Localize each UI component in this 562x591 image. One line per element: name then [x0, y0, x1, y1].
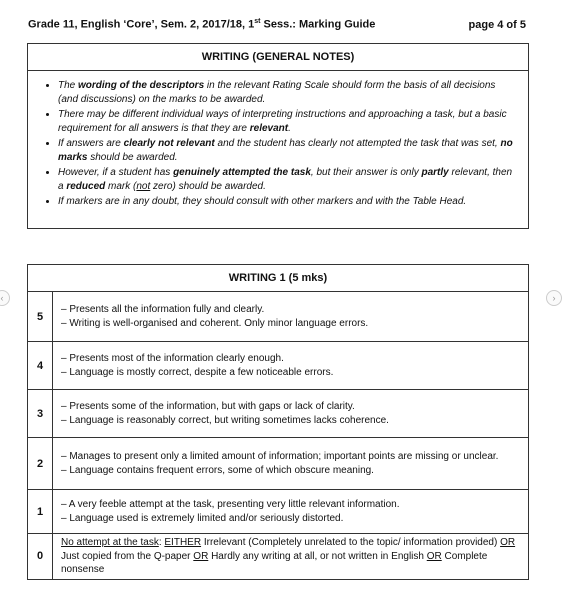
- prev-page-arrow-icon[interactable]: ‹: [0, 290, 10, 306]
- general-note-item: [58, 195, 518, 209]
- text-run: reduced: [66, 180, 106, 192]
- text-run: OR: [193, 550, 209, 562]
- text-run: relevant, then a: [58, 167, 513, 192]
- descriptor-line: – A very feeble attempt at the task, presenting very little relevant information.: [61, 499, 400, 510]
- general-notes-list: [58, 79, 518, 209]
- score-cell: 3: [28, 390, 53, 438]
- text-run: Complete nonsense: [61, 550, 488, 575]
- descriptor-line: – Writing is well-organised and coherent. Only minor language errors.: [61, 317, 369, 329]
- general-note-item: [58, 137, 518, 164]
- page-number: page 4 of 5: [468, 18, 526, 31]
- text-run: and the student has clearly not attempted the task that was set,: [214, 138, 501, 149]
- general-notes-title: WRITING (GENERAL NOTES): [28, 44, 528, 71]
- score-cell: 2: [28, 438, 53, 490]
- text-run: If answers are: [58, 138, 124, 149]
- text-run: OR: [426, 550, 442, 562]
- text-run: :: [158, 537, 165, 548]
- descriptor-line: – Presents some of the information, but with gaps or lack of clarity.: [61, 401, 355, 412]
- text-run: no marks: [58, 138, 513, 163]
- score-cell: 1: [28, 490, 53, 534]
- text-run: partly: [421, 167, 449, 178]
- descriptor-cell: [53, 438, 529, 490]
- descriptor-cell: [53, 390, 529, 438]
- descriptor-line: – Language used is extremely limited and/or seriously distorted.: [61, 512, 344, 524]
- text-run: .: [288, 122, 291, 134]
- document-title: Grade 11, English ‘Core’, Sem. 2, 2017/18, 1st Sess.: Marking Guide: [28, 18, 376, 31]
- rating-scale-title: WRITING 1 (5 mks): [28, 265, 529, 292]
- text-run: should be awarded.: [87, 151, 178, 163]
- rating-row: [28, 490, 529, 534]
- text-run: There may be different individual ways of interpreting instructions and approaching a task, but a basic requirement for all answers is that they are: [58, 109, 507, 134]
- rating-row: [28, 390, 529, 438]
- descriptor-line: – Presents all the information fully and clearly.: [61, 304, 265, 315]
- general-note-item: [58, 79, 518, 106]
- text-run: , but their answer is only: [310, 167, 422, 178]
- text-run: Hardly any writing at all, or not written in English: [208, 550, 427, 562]
- descriptor-cell: [53, 534, 529, 580]
- descriptor-cell: [53, 490, 529, 534]
- score-cell: 5: [28, 292, 53, 342]
- text-run: Irrelevant (Completely unrelated to the topic/ information provided): [201, 537, 501, 548]
- page-header: [28, 18, 526, 31]
- general-note-item: [58, 108, 518, 135]
- text-run: However, if a student has: [58, 167, 174, 178]
- descriptor-line: – Language is reasonably correct, but writing sometimes lacks coherence.: [61, 414, 389, 426]
- text-run: If markers are in any doubt, they should consult with other markers and with the Table Head.: [58, 196, 467, 207]
- text-run: mark (: [105, 180, 137, 192]
- text-run: No attempt at the task: [61, 537, 159, 548]
- text-run: not: [136, 180, 151, 192]
- score-cell: 4: [28, 342, 53, 390]
- descriptor-line: – Language contains frequent errors, some of which obscure meaning.: [61, 464, 374, 476]
- general-notes-box: [27, 43, 529, 229]
- text-run: genuinely attempted the task: [173, 167, 311, 178]
- text-run: The: [58, 80, 79, 91]
- rating-row: [28, 342, 529, 390]
- text-run: relevant: [249, 122, 289, 134]
- rating-row: [28, 292, 529, 342]
- score-cell: 0: [28, 534, 53, 580]
- descriptor-line: – Presents most of the information clearly enough.: [61, 353, 284, 364]
- next-page-arrow-icon[interactable]: ›: [546, 290, 562, 306]
- descriptor-line: – Manages to present only a limited amount of information; important points are missing or unclear.: [61, 451, 499, 462]
- descriptor-cell: [53, 342, 529, 390]
- general-note-item: [58, 166, 518, 193]
- rating-row: [28, 438, 529, 490]
- descriptor-cell: [53, 292, 529, 342]
- text-run: Just copied from the Q-paper: [61, 550, 194, 562]
- descriptor-line: – Language is mostly correct, despite a few noticeable errors.: [61, 366, 334, 378]
- text-run: in the relevant Rating Scale should form the basis of all decisions (and discussions) on the marks to be awarded.: [58, 80, 496, 105]
- text-run: clearly not relevant: [123, 138, 215, 149]
- text-run: wording of the descriptors: [78, 80, 205, 91]
- rating-scale-table: [27, 264, 529, 580]
- text-run: OR: [500, 537, 516, 548]
- rating-row-zero: [28, 534, 529, 580]
- text-run: zero) should be awarded.: [150, 180, 266, 192]
- text-run: EITHER: [164, 537, 202, 548]
